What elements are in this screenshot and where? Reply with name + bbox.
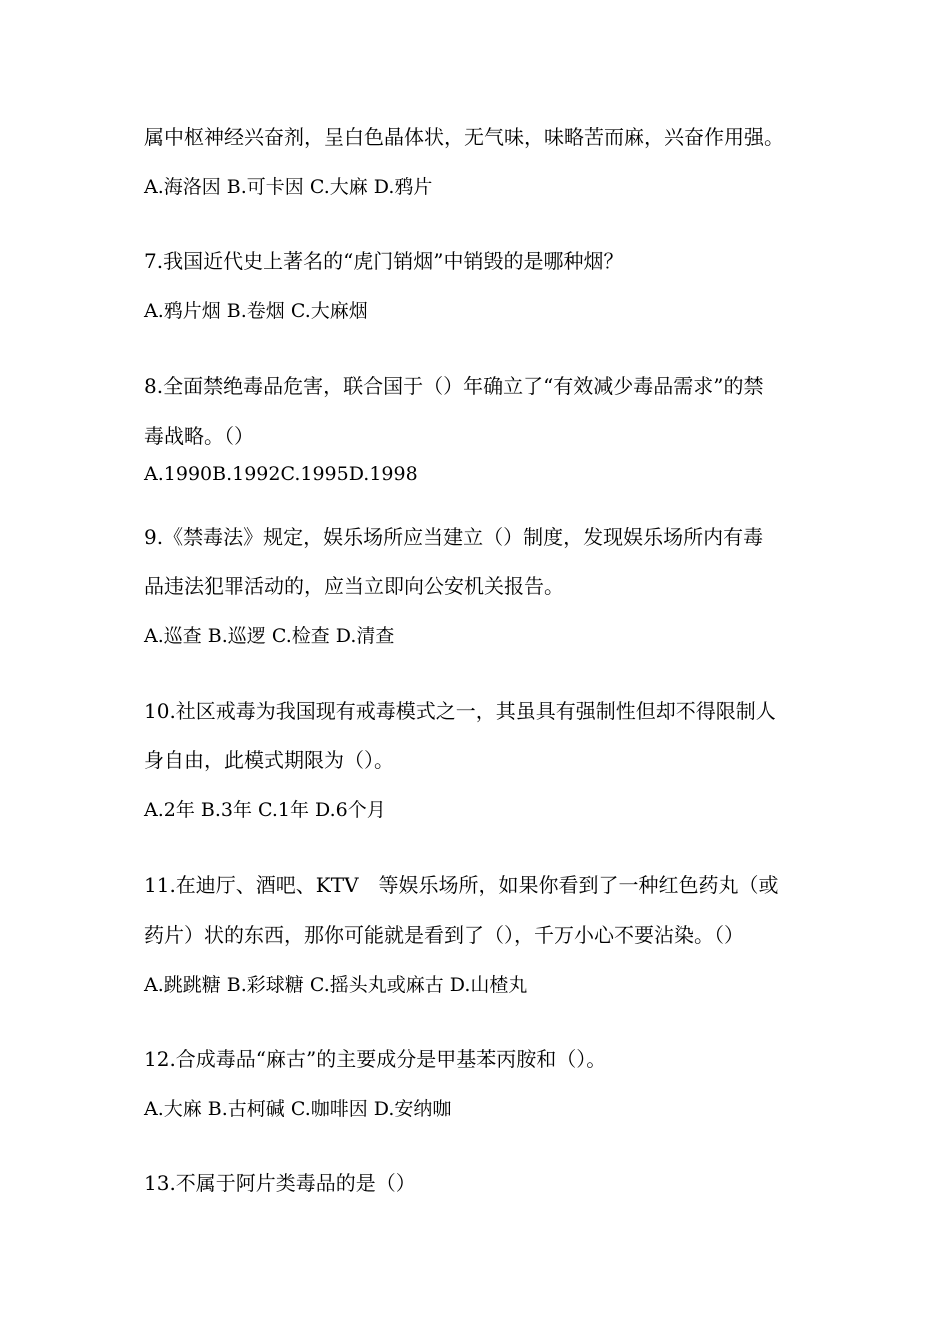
answer-options: A.2年 B.3年 C.1年 D.6个月 xyxy=(144,799,386,821)
question-text-line: 药片）状的东西，那你可能就是看到了（），千万小心不要沾染。（） xyxy=(144,923,744,947)
question-10: 10.社区戒毒为我国现有戒毒模式之一，其虽具有强制性但却不得限制人 xyxy=(144,699,776,723)
answer-options: A.大麻 B.古柯碱 C.咖啡因 D.安纳咖 xyxy=(144,1098,452,1120)
answer-options: A.跳跳糖 B.彩球糖 C.摇头丸或麻古 D.山楂丸 xyxy=(144,974,528,996)
answer-options: A.巡查 B.巡逻 C.检查 D.清查 xyxy=(144,625,395,647)
question-7: 7.我国近代史上著名的“虎门销烟”中销毁的是哪种烟？ xyxy=(144,249,624,273)
question-text-line: 属中枢神经兴奋剂，呈白色晶体状，无气味，味略苦而麻，兴奋作用强。 xyxy=(144,125,784,149)
question-9: 9.《禁毒法》规定，娱乐场所应当建立（）制度，发现娱乐场所内有毒 xyxy=(144,525,764,549)
question-text-line: 身自由，此模式期限为（）。 xyxy=(144,748,394,772)
question-12: 12.合成毒品“麻古”的主要成分是甲基苯丙胺和（）。 xyxy=(144,1047,607,1071)
question-text-line: 毒战略。（） xyxy=(144,424,254,448)
answer-options: A.鸦片烟 B.卷烟 C.大麻烟 xyxy=(144,300,368,322)
answer-options: A.1990B.1992C.1995D.1998 xyxy=(144,463,418,485)
question-11: 11.在迪厅、酒吧、KTV 等娱乐场所，如果你看到了一种红色药丸（或 xyxy=(144,873,779,897)
question-text-line: 品违法犯罪活动的，应当立即向公安机关报告。 xyxy=(144,574,564,598)
question-13: 13.不属于阿片类毒品的是（） xyxy=(144,1171,416,1195)
question-8: 8.全面禁绝毒品危害，联合国于（）年确立了“有效减少毒品需求”的禁 xyxy=(144,374,764,398)
answer-options: A.海洛因 B.可卡因 C.大麻 D.鸦片 xyxy=(144,176,433,198)
